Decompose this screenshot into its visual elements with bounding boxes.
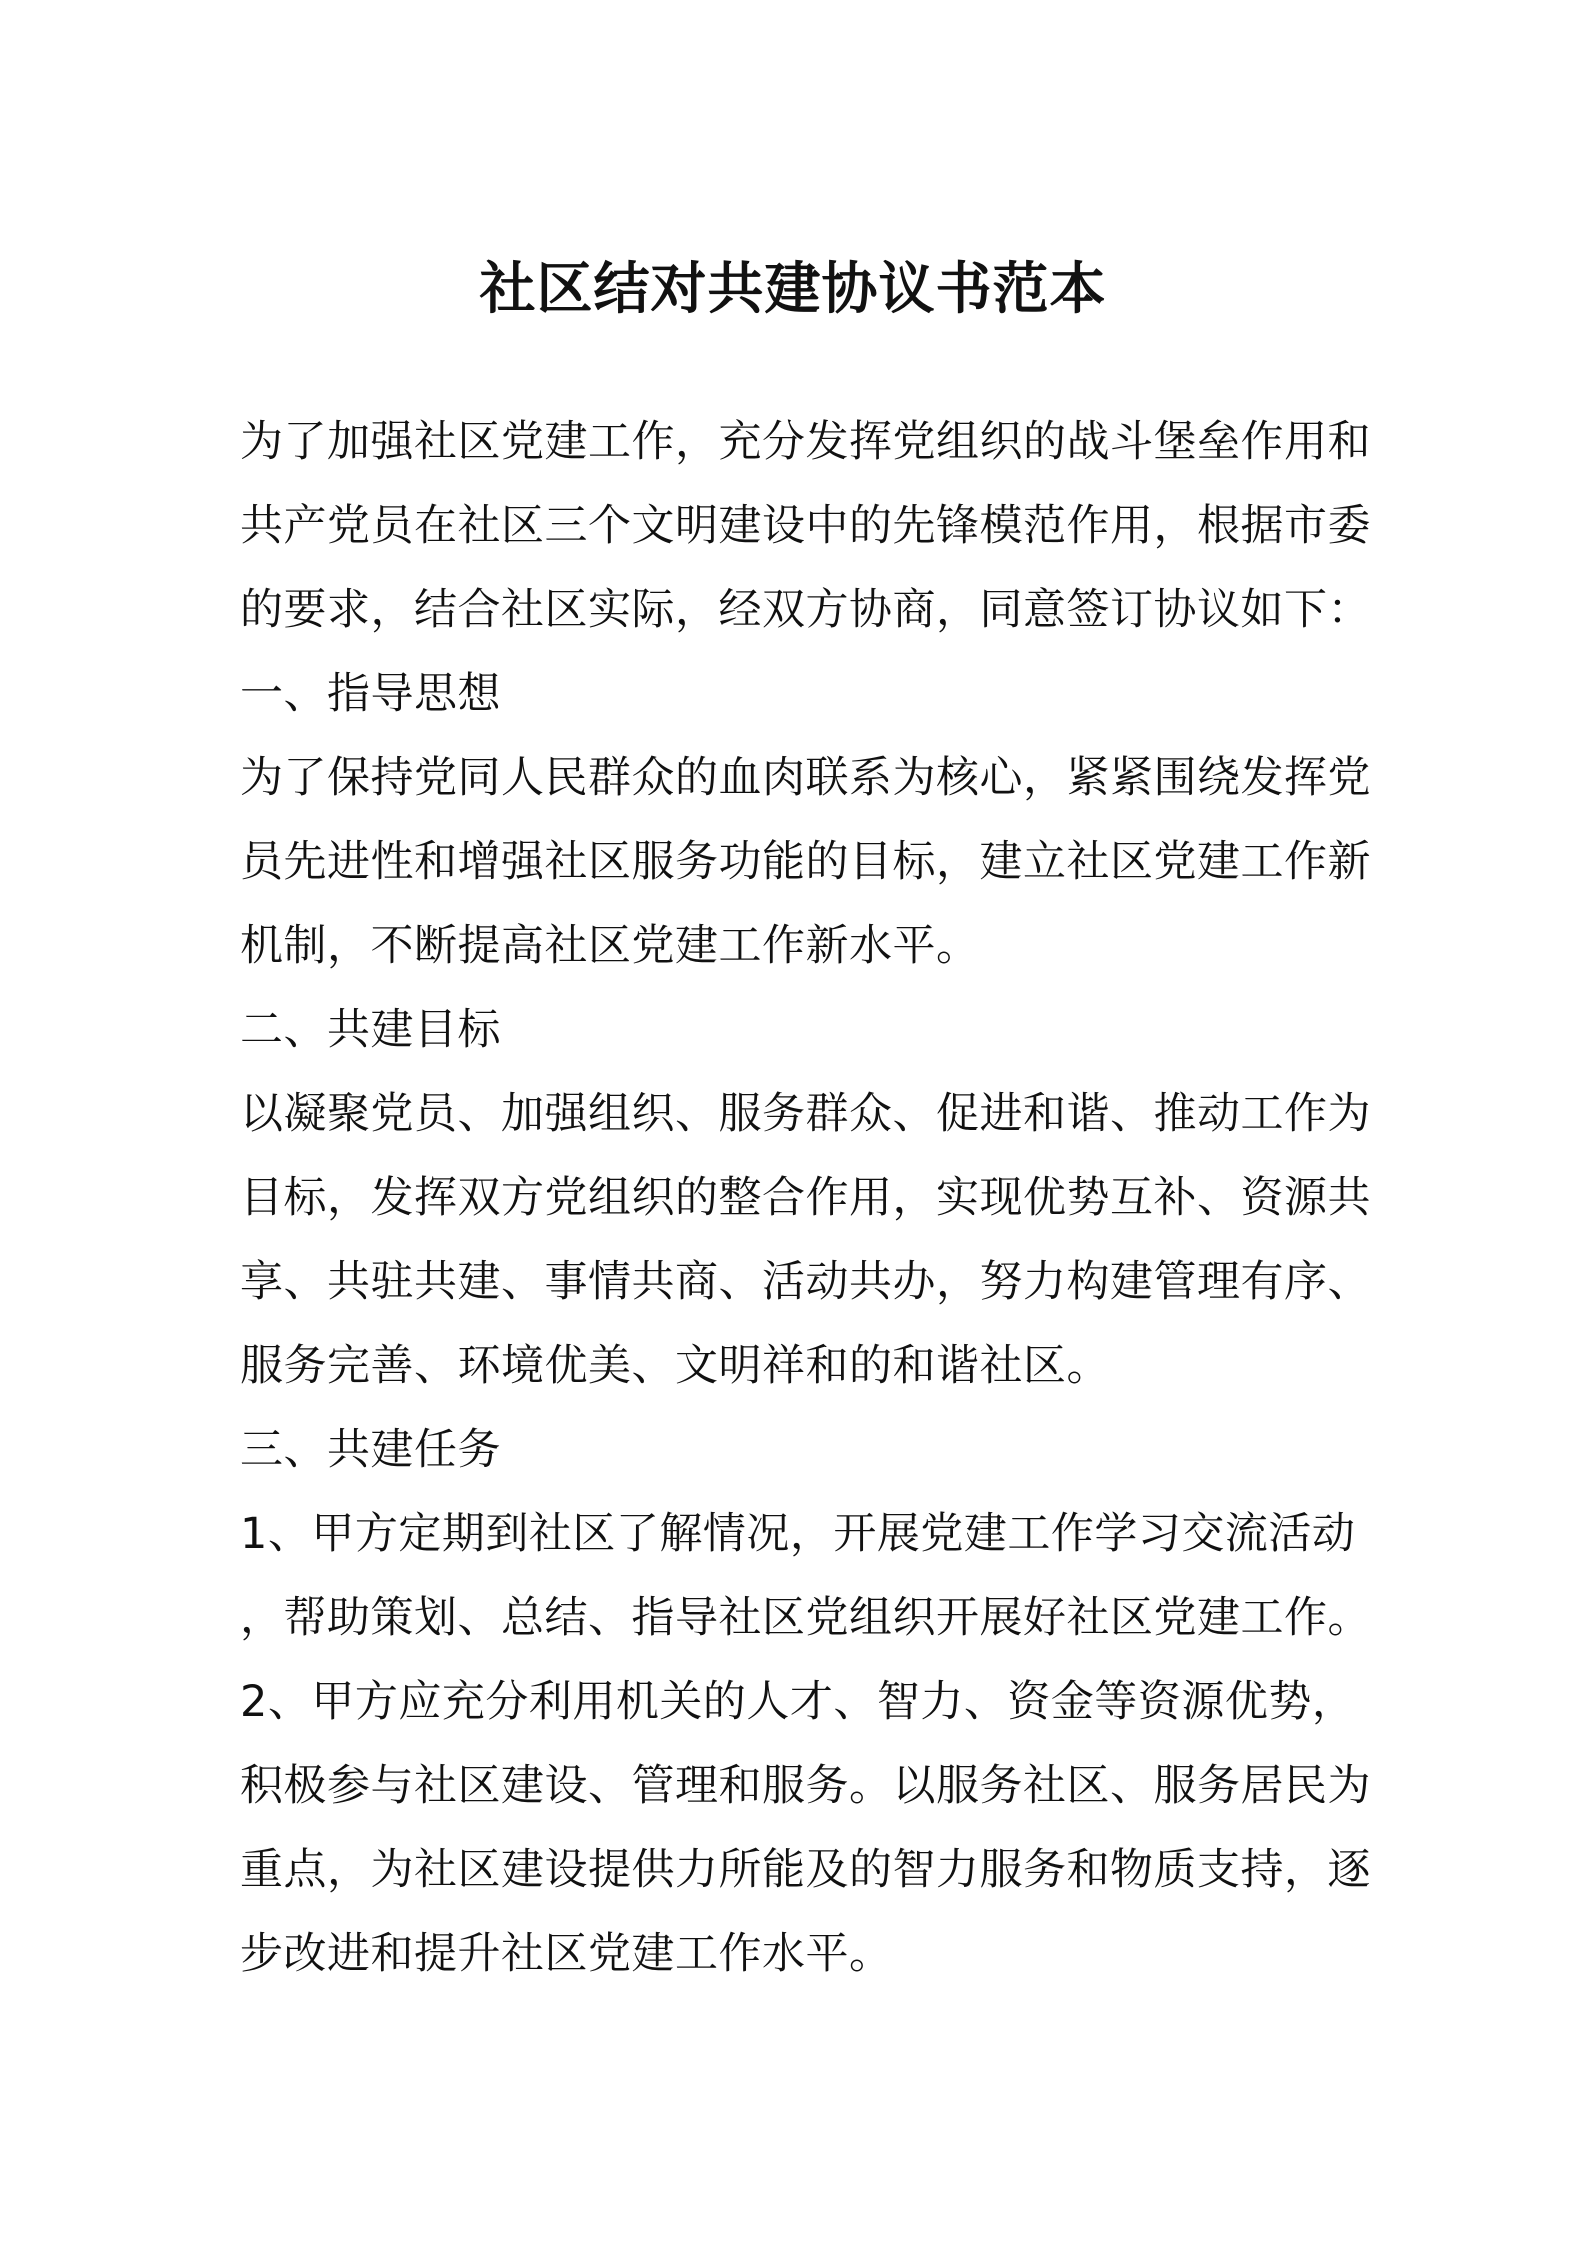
text-line: 机制，不断提高社区党建工作新水平。 xyxy=(240,921,980,971)
text-line: 共产党员在社区三个文明建设中的先锋模范作用，根据市委 xyxy=(240,501,1371,551)
text-line: 员先进性和增强社区服务功能的目标，建立社区党建工作新 xyxy=(240,837,1371,887)
text-line: 目标，发挥双方党组织的整合作用，实现优势互补、资源共 xyxy=(240,1173,1371,1223)
text-line: 为了加强社区党建工作，充分发挥党组织的战斗堡垒作用和 xyxy=(240,417,1371,467)
text-line: 服务完善、环境优美、文明祥和的和谐社区。 xyxy=(240,1341,1110,1391)
text-line: 步改进和提升社区党建工作水平。 xyxy=(240,1929,893,1979)
text-line: 为了保持党同人民群众的血肉联系为核心，紧紧围绕发挥党 xyxy=(240,753,1371,803)
document-body xyxy=(240,400,1371,1996)
document-title: 社区结对共建协议书范本 xyxy=(479,257,1107,322)
text-line: 以凝聚党员、加强组织、服务群众、促进和谐、推动工作为 xyxy=(240,1089,1371,1139)
text-line: 享、共驻共建、事情共商、活动共办，努力构建管理有序、 xyxy=(240,1257,1371,1307)
text-line: 积极参与社区建设、管理和服务。以服务社区、服务居民为 xyxy=(240,1761,1371,1811)
text-line: 重点，为社区建设提供力所能及的智力服务和物质支持，逐 xyxy=(240,1845,1371,1895)
text-line: 的要求，结合社区实际，经双方协商，同意签订协议如下： xyxy=(240,585,1371,635)
text-line: 1、甲方定期到社区了解情况，开展党建工作学习交流活动 xyxy=(240,1509,1356,1559)
text-line: 二、共建目标 xyxy=(240,1005,501,1055)
text-line: ，帮助策划、总结、指导社区党组织开展好社区党建工作。 xyxy=(240,1593,1371,1643)
text-line: 三、共建任务 xyxy=(240,1425,501,1475)
text-line: 2、甲方应充分利用机关的人才、智力、资金等资源优势， xyxy=(240,1677,1356,1727)
text-line: 一、指导思想 xyxy=(240,669,501,719)
